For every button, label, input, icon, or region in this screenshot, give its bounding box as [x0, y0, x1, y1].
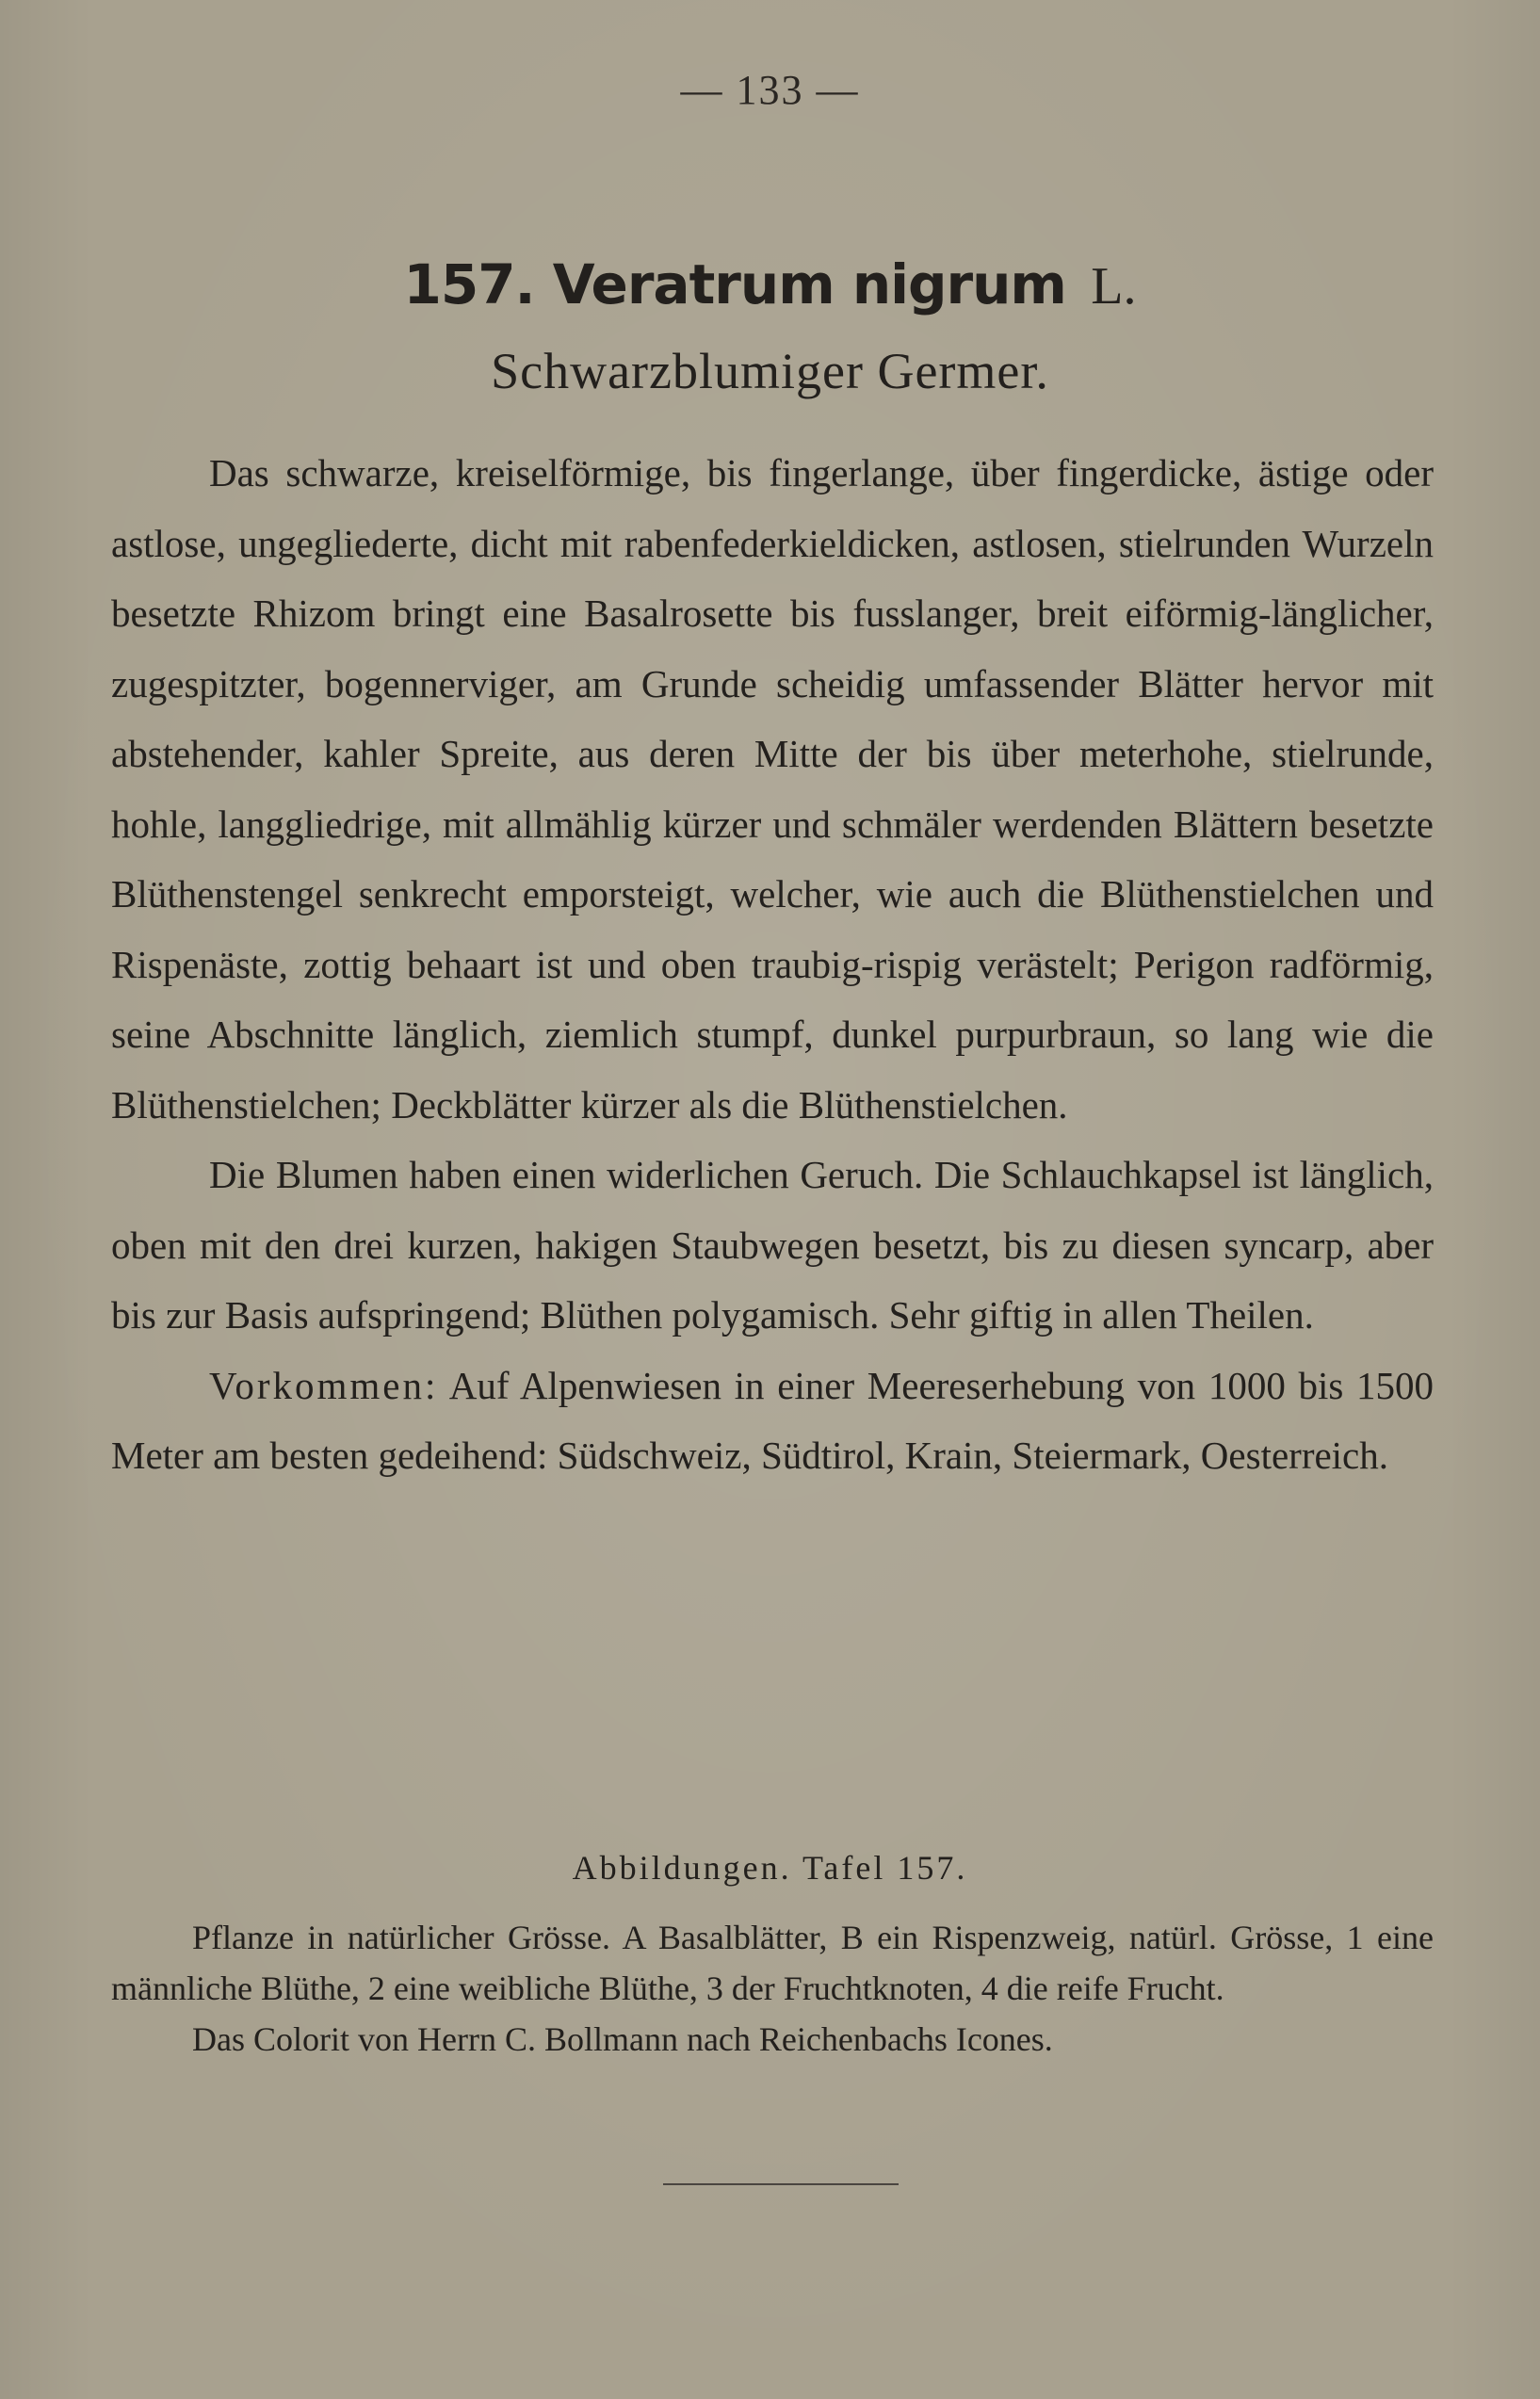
- end-divider: [663, 2183, 899, 2185]
- title-block: [0, 247, 1540, 405]
- figures-heading: Abbildungen. Tafel 157.: [572, 1849, 968, 1887]
- common-name: Schwarzblumiger Germer.: [491, 343, 1049, 399]
- species-heading: [0, 247, 1540, 324]
- occurrence-paragraph: [111, 1351, 1434, 1491]
- species-author: L.: [1091, 257, 1137, 316]
- occurrence-text: Auf Alpenwiesen in einer Meereserhebung von 1000 bis 1500 Meter am besten gedeihend: Südschweiz, Südtirol, Krain, Steiermark, Oesterreich.: [111, 1363, 1434, 1477]
- occurrence-label: Vorkommen:: [209, 1363, 439, 1407]
- body-text: [111, 438, 1434, 1491]
- species-name: 157. Veratrum nigrum: [403, 252, 1066, 316]
- description-paragraph: Das schwarze, kreiselförmige, bis fingerlange, über fingerdicke, ästige oder astlose, ungegliederte, dicht mit rabenfederkieldicken, astlosen, stielrunden Wurzeln besetzte Rhizom bringt eine Basalrosette bis fusslanger, breit eiförmig-länglicher, zugespitzter, bogennerviger, am Grunde scheidig umfassender Blätter hervor mit abstehender, kahler Spreite, aus deren Mitte der bis über meterhohe, stielrunde, hohle, langgliedrige, mit allmählig kürzer und schmäler werdenden Blättern besetzte Blüthenstengel senkrecht emporsteigt, welcher, wie auch die Blüthenstielchen und Rispenäste, zottig behaart ist und oben traubig-rispig verästelt; Perigon radförmig, seine Abschnitte länglich, ziemlich stumpf, dunkel purpurbraun, so lang wie die Blüthenstielchen; Deckblätter kürzer als die Blüthenstielchen.: [111, 451, 1434, 1127]
- figures-text: [111, 1912, 1434, 2065]
- colorit-note: Das Colorit von Herrn C. Bollmann nach Reichenbachs Icones.: [192, 2020, 1053, 2058]
- smell-paragraph: Die Blumen haben einen widerlichen Geruch. Die Schlauchkapsel ist länglich, oben mit den drei kurzen, hakigen Staubwegen besetzt, bis zu diesen syncarp, aber bis zur Basis aufspringend; Blüthen polygamisch. Sehr giftig in allen Theilen.: [111, 1153, 1434, 1337]
- page-number: — 133 —: [680, 67, 860, 113]
- figures-description: Pflanze in natürlicher Grösse. A Basalblätter, B ein Rispenzweig, natürl. Grösse, 1 eine männliche Blüthe, 2 eine weibliche Blüthe, 3 der Fruchtknoten, 4 die reife Frucht.: [111, 1919, 1434, 2007]
